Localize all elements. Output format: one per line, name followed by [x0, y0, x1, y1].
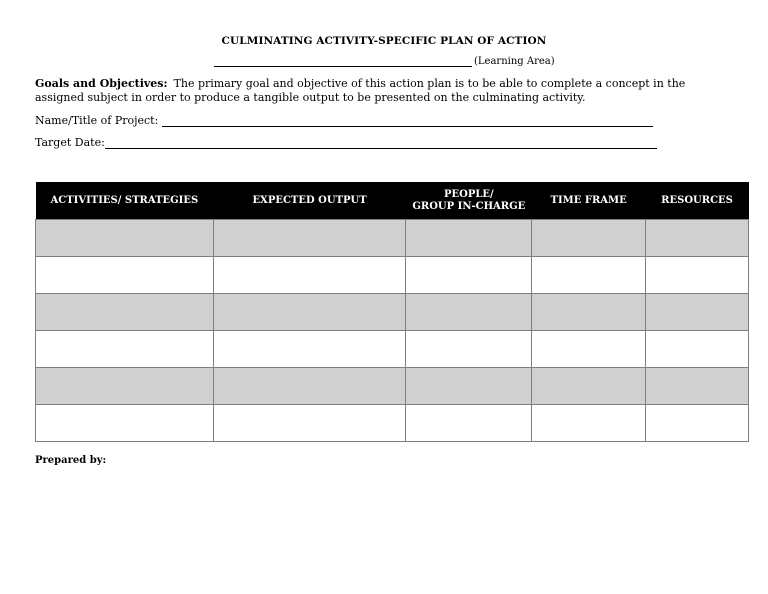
table-cell[interactable]: [213, 294, 406, 331]
table-cell[interactable]: [646, 257, 749, 294]
header-people-group: [406, 182, 532, 220]
table-cell[interactable]: [213, 257, 406, 294]
table-row: [36, 257, 749, 294]
header-people-line2: GROUP IN-CHARGE: [412, 200, 526, 212]
learning-area-label: (Learning Area): [474, 56, 555, 67]
prepared-by-label: Prepared by:: [35, 455, 107, 466]
table-cell[interactable]: [646, 294, 749, 331]
table-cell[interactable]: [213, 405, 406, 442]
project-name-label: Name/Title of Project:: [35, 114, 159, 127]
table-row: [36, 294, 749, 331]
table-cell[interactable]: [646, 405, 749, 442]
document-title: CULMINATING ACTIVITY-SPECIFIC PLAN OF ACTION: [221, 35, 547, 47]
table-cell[interactable]: [36, 405, 214, 442]
header-people-line1: PEOPLE/: [443, 188, 494, 200]
action-plan-table: [35, 182, 749, 442]
header-time-frame: TIME FRAME: [532, 182, 646, 220]
table-cell[interactable]: [36, 257, 214, 294]
target-date-field: [35, 136, 657, 149]
table-cell[interactable]: [406, 368, 532, 405]
table-cell[interactable]: [406, 220, 532, 257]
table-row: [36, 220, 749, 257]
table-cell[interactable]: [36, 368, 214, 405]
table-header-row: [36, 182, 749, 220]
table-cell[interactable]: [646, 331, 749, 368]
goals-label: Goals and Objectives:: [35, 77, 168, 90]
project-name-line[interactable]: [162, 116, 653, 127]
header-activities: ACTIVITIES/ STRATEGIES: [36, 182, 214, 220]
table-cell[interactable]: [532, 368, 646, 405]
table-cell[interactable]: [406, 257, 532, 294]
target-date-line[interactable]: [105, 138, 657, 149]
table-cell[interactable]: [406, 331, 532, 368]
table-cell[interactable]: [213, 331, 406, 368]
table-cell[interactable]: [532, 257, 646, 294]
target-date-label: Target Date:: [35, 136, 105, 149]
header-expected-output: EXPECTED OUTPUT: [213, 182, 406, 220]
learning-area-line[interactable]: [214, 58, 472, 67]
table-cell[interactable]: [36, 220, 214, 257]
table-cell[interactable]: [532, 294, 646, 331]
goals-text: The primary goal and objective of this action plan is to be able to complete a concept in the assigned subject in order to produce a tangible output to be presented on the culminating activity.: [35, 77, 686, 104]
header-resources: RESOURCES: [646, 182, 749, 220]
table-cell[interactable]: [406, 294, 532, 331]
table-cell[interactable]: [36, 331, 214, 368]
project-name-field: [35, 114, 653, 127]
goals-paragraph: [35, 77, 735, 105]
learning-area-field: [214, 56, 555, 67]
table-cell[interactable]: [646, 368, 749, 405]
table-row: [36, 368, 749, 405]
table-cell[interactable]: [406, 405, 532, 442]
table-cell[interactable]: [646, 220, 749, 257]
table-cell[interactable]: [532, 405, 646, 442]
table-row: [36, 405, 749, 442]
table-cell[interactable]: [532, 331, 646, 368]
table-row: [36, 331, 749, 368]
table-cell[interactable]: [213, 368, 406, 405]
table-cell[interactable]: [532, 220, 646, 257]
table-cell[interactable]: [36, 294, 214, 331]
table-cell[interactable]: [213, 220, 406, 257]
